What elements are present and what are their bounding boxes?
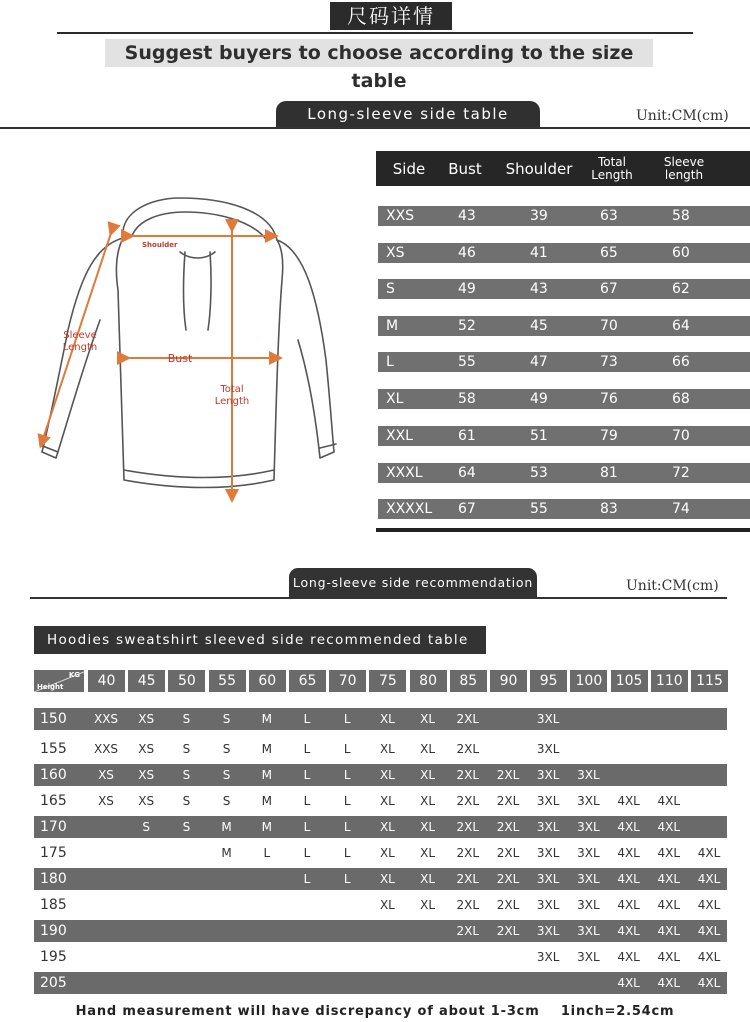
height-value: 175	[40, 845, 67, 861]
size-label: XXL	[386, 428, 413, 444]
size-recommendation-cell: 2XL	[456, 872, 480, 886]
size-recommendation-cell: S	[142, 820, 150, 834]
col-bust: Bust	[448, 159, 482, 178]
size-label: XS	[386, 245, 405, 261]
recommend-row	[34, 894, 727, 916]
size-recommendation-cell: XL	[379, 712, 395, 726]
height-value: 165	[40, 793, 67, 809]
size-unit-label: Unit:CM(cm)	[636, 108, 729, 124]
height-value: 185	[40, 897, 67, 913]
size-recommendation-cell: 4XL	[657, 976, 681, 990]
size-recommendation-cell: XL	[379, 872, 395, 886]
height-value: 180	[40, 871, 67, 887]
size-row	[378, 389, 750, 409]
size-recommendation-cell: M	[221, 820, 232, 834]
weight-header-cell: 70	[329, 670, 366, 692]
recommend-row	[34, 946, 727, 968]
size-recommendation-cell: L	[343, 768, 351, 782]
size-row	[378, 426, 750, 446]
size-label: L	[386, 354, 394, 370]
size-recommendation-cell: XXS	[93, 742, 119, 756]
size-recommendation-cell: 4XL	[617, 976, 640, 990]
size-recommendation-cell: L	[343, 742, 351, 756]
size-recommendation-cell: S	[222, 768, 231, 782]
size-recommendation-cell: 3XL	[536, 846, 560, 860]
weight-header-cell: 80	[410, 670, 447, 692]
kg-label: KG	[68, 671, 80, 679]
weight-header-cell: 65	[289, 670, 326, 692]
size-row	[378, 206, 750, 226]
recommend-row	[34, 708, 727, 730]
size-value: 73	[600, 354, 618, 370]
total-length-label: Total Length	[214, 384, 250, 407]
recommend-row	[34, 816, 727, 838]
size-value: 45	[530, 318, 548, 334]
size-value: 68	[672, 391, 690, 407]
weight-header-cell: 115	[691, 670, 728, 692]
size-value: 72	[672, 465, 690, 481]
height-value: 170	[40, 819, 67, 835]
size-recommendation-cell: L	[303, 712, 311, 726]
size-recommendation-cell: XL	[420, 712, 436, 726]
size-recommendation-cell: XL	[379, 794, 395, 808]
size-value: 49	[458, 281, 476, 297]
hoodie-diagram	[20, 190, 350, 510]
size-value: 39	[530, 208, 548, 224]
size-recommendation-cell: 2XL	[456, 794, 480, 808]
size-value: 46	[458, 245, 476, 261]
size-recommendation-cell: XL	[420, 768, 436, 782]
bust-label: Bust	[167, 352, 193, 365]
size-recommendation-cell: 4XL	[657, 872, 681, 886]
size-value: 66	[672, 354, 690, 370]
size-recommendation-cell: 4XL	[657, 950, 681, 964]
size-row	[378, 352, 750, 372]
size-recommendation-cell: 3XL	[577, 872, 600, 886]
size-recommendation-cell: 4XL	[657, 820, 681, 834]
chinese-title: 尺码详情	[330, 2, 452, 30]
size-recommendation-cell: L	[343, 846, 351, 860]
size-recommendation-cell: XL	[420, 742, 436, 756]
size-recommendation-cell: 4XL	[657, 924, 681, 938]
size-value: 65	[600, 245, 618, 261]
size-recommendation-cell: 3XL	[536, 898, 560, 912]
size-recommendation-cell: XL	[420, 872, 436, 886]
size-recommendation-cell: L	[303, 768, 311, 782]
recommend-row	[34, 738, 727, 760]
size-recommendation-cell: 3XL	[577, 898, 600, 912]
size-table-tab: Long-sleeve side table	[276, 101, 540, 128]
shoulder-label: Shoulder	[142, 241, 178, 249]
measurement-note: Hand measurement will have discrepancy of about 1-3cm 1inch=2.54cm	[75, 1004, 675, 1019]
size-value: 43	[530, 281, 548, 297]
size-recommendation-cell: M	[261, 768, 272, 782]
size-recommendation-cell: 2XL	[456, 898, 480, 912]
size-recommendation-cell: 4XL	[697, 976, 721, 990]
size-recommendation-cell: L	[303, 742, 311, 756]
size-recommendation-cell: L	[263, 846, 271, 860]
height-value: 190	[40, 923, 67, 939]
recommend-section-divider	[30, 597, 727, 599]
col-sleeve-length: Sleeve length	[663, 154, 705, 182]
size-recommendation-cell: 2XL	[496, 924, 520, 938]
size-recommendation-cell: 2XL	[496, 768, 520, 782]
banner-text: Suggest buyers to choose according to the size table	[105, 39, 653, 67]
size-recommendation-cell: 4XL	[617, 898, 640, 912]
size-label: XL	[386, 391, 404, 407]
size-recommendation-cell: L	[303, 794, 311, 808]
col-side: Side	[392, 159, 426, 178]
weight-header-cell: 95	[530, 670, 567, 692]
size-value: 55	[458, 354, 476, 370]
recommend-table-title: Hoodies sweatshirt sleeved side recommended table	[34, 626, 486, 654]
size-recommendation-cell: S	[182, 768, 191, 782]
size-recommendation-cell: XL	[420, 898, 436, 912]
size-recommendation-cell: 2XL	[456, 712, 480, 726]
size-recommendation-cell: 3XL	[536, 712, 560, 726]
size-recommendation-cell: XL	[420, 846, 436, 860]
size-recommendation-cell: XL	[379, 820, 395, 834]
weight-header-cell: 105	[611, 670, 648, 692]
size-row	[378, 499, 750, 519]
size-table-header	[376, 151, 750, 186]
size-value: 81	[600, 465, 618, 481]
size-recommendation-cell: XL	[379, 742, 395, 756]
recommend-row	[34, 972, 727, 994]
size-recommendation-cell: 3XL	[536, 768, 560, 782]
size-value: 60	[672, 245, 690, 261]
size-recommendation-cell: S	[182, 820, 191, 834]
size-label: S	[386, 281, 395, 297]
size-value: 52	[458, 318, 476, 334]
size-recommendation-cell: L	[303, 820, 311, 834]
size-row	[378, 243, 750, 263]
size-section-divider	[0, 127, 750, 129]
size-recommendation-cell: XL	[420, 820, 436, 834]
size-recommendation-cell: M	[221, 846, 232, 860]
size-recommendation-cell: 2XL	[456, 820, 480, 834]
size-recommendation-cell: 4XL	[617, 820, 640, 834]
size-recommendation-cell: 4XL	[657, 846, 681, 860]
size-recommendation-cell: S	[222, 742, 231, 756]
size-recommendation-cell: 4XL	[697, 924, 721, 938]
size-recommendation-cell: XL	[420, 794, 436, 808]
height-kg-corner-cell	[34, 670, 84, 692]
recommend-row	[34, 868, 727, 890]
size-recommendation-cell: 2XL	[456, 768, 480, 782]
size-recommendation-cell: 2XL	[496, 794, 520, 808]
size-recommendation-cell: XS	[138, 768, 155, 782]
size-recommendation-cell: XL	[379, 898, 395, 912]
size-recommendation-cell: L	[343, 794, 351, 808]
size-value: 53	[530, 465, 548, 481]
size-value: 70	[600, 318, 618, 334]
recommend-row	[34, 920, 727, 942]
size-recommendation-cell: XL	[379, 768, 395, 782]
size-recommendation-cell: M	[261, 794, 272, 808]
size-recommendation-cell: 4XL	[697, 872, 721, 886]
size-recommendation-cell: 4XL	[617, 846, 640, 860]
weight-header-cell: 50	[168, 670, 205, 692]
size-recommendation-cell: 2XL	[496, 872, 520, 886]
size-value: 41	[530, 245, 548, 261]
size-value: 64	[672, 318, 690, 334]
size-value: 51	[530, 428, 548, 444]
size-recommendation-cell: 3XL	[577, 950, 600, 964]
size-recommendation-cell: 3XL	[577, 820, 600, 834]
size-recommendation-cell: 3XL	[536, 794, 560, 808]
size-recommendation-cell: 3XL	[536, 872, 560, 886]
header-divider	[57, 32, 693, 34]
weight-header-cell: 75	[369, 670, 406, 692]
size-recommendation-cell: L	[343, 872, 351, 886]
size-recommendation-cell: L	[303, 872, 311, 886]
weight-header-cell: 45	[128, 670, 165, 692]
size-recommendation-cell: 2XL	[456, 924, 480, 938]
size-label: XXXL	[386, 465, 423, 481]
size-row	[378, 316, 750, 336]
recommend-row	[34, 764, 727, 786]
size-recommendation-cell: 4XL	[697, 898, 721, 912]
size-recommendation-cell: 4XL	[657, 794, 681, 808]
size-recommendation-cell: 3XL	[536, 924, 560, 938]
size-recommendation-cell: 4XL	[617, 924, 640, 938]
col-shoulder: Shoulder	[505, 159, 573, 178]
weight-header-cell: 100	[570, 670, 607, 692]
size-value: 55	[530, 501, 548, 517]
recommend-row	[34, 790, 727, 812]
size-recommendation-cell: XS	[138, 794, 155, 808]
size-value: 58	[672, 208, 690, 224]
size-recommendation-cell: 4XL	[657, 898, 681, 912]
size-recommendation-cell: M	[261, 712, 272, 726]
size-value: 70	[672, 428, 690, 444]
size-table-bottom-rule	[376, 528, 750, 532]
size-value: 79	[600, 428, 618, 444]
weight-header-cell: 55	[209, 670, 246, 692]
size-recommendation-cell: XL	[379, 846, 395, 860]
size-recommendation-cell: XS	[98, 768, 114, 782]
height-value: 195	[40, 949, 67, 965]
height-value: 150	[40, 711, 67, 727]
height-value: 155	[40, 741, 67, 757]
col-total-length: Total Length	[591, 154, 633, 182]
sleeve-length-label: Sleeve Length	[62, 330, 98, 353]
size-row	[378, 463, 750, 483]
weight-header-cell: 40	[88, 670, 125, 692]
size-recommendation-cell: 3XL	[577, 768, 600, 782]
size-label: XXS	[386, 208, 415, 224]
size-value: 74	[672, 501, 690, 517]
size-recommendation-cell: S	[182, 742, 191, 756]
size-value: 76	[600, 391, 618, 407]
size-label: M	[386, 318, 399, 334]
size-value: 83	[600, 501, 618, 517]
recommend-row	[34, 842, 727, 864]
size-recommendation-cell: 4XL	[617, 872, 640, 886]
size-value: 67	[600, 281, 618, 297]
size-recommendation-cell: S	[222, 794, 231, 808]
size-value: 63	[600, 208, 618, 224]
size-value: 47	[530, 354, 548, 370]
recommend-table-tab: Long-sleeve side recommendation table	[289, 568, 537, 597]
size-recommendation-cell: 2XL	[496, 846, 520, 860]
weight-header-cell: 85	[450, 670, 487, 692]
height-value: 160	[40, 767, 67, 783]
size-recommendation-cell: M	[261, 742, 272, 756]
size-value: 43	[458, 208, 476, 224]
height-value: 205	[40, 975, 67, 991]
size-value: 64	[458, 465, 476, 481]
size-recommendation-cell: 2XL	[496, 898, 520, 912]
size-recommendation-cell: 3XL	[536, 950, 560, 964]
size-recommendation-cell: 2XL	[456, 846, 480, 860]
size-recommendation-cell: L	[343, 820, 351, 834]
size-recommendation-cell: 4XL	[617, 950, 640, 964]
size-row	[378, 279, 750, 299]
size-recommendation-cell: XS	[98, 794, 114, 808]
size-recommendation-cell: S	[182, 794, 191, 808]
size-value: 62	[672, 281, 690, 297]
size-recommendation-cell: 3XL	[577, 794, 600, 808]
size-recommendation-cell: 3XL	[577, 846, 600, 860]
recommend-unit-label: Unit:CM(cm)	[626, 578, 719, 594]
size-recommendation-cell: 3XL	[536, 820, 560, 834]
size-recommendation-cell: M	[261, 820, 272, 834]
size-label: XXXXL	[386, 501, 433, 517]
size-value: 58	[458, 391, 476, 407]
size-recommendation-cell: XS	[138, 742, 155, 756]
size-recommendation-cell: XS	[138, 712, 155, 726]
size-recommendation-cell: 4XL	[617, 794, 640, 808]
size-recommendation-cell: L	[343, 712, 351, 726]
size-recommendation-cell: 4XL	[697, 950, 721, 964]
size-recommendation-cell: 2XL	[496, 820, 520, 834]
size-value: 49	[530, 391, 548, 407]
weight-header-cell: 60	[249, 670, 286, 692]
height-label: Height	[37, 683, 64, 691]
size-recommendation-cell: L	[303, 846, 311, 860]
size-recommendation-cell: 4XL	[697, 846, 721, 860]
size-recommendation-cell: 2XL	[456, 742, 480, 756]
size-recommendation-cell: 3XL	[536, 742, 560, 756]
size-recommendation-cell: S	[222, 712, 231, 726]
size-recommendation-cell: XXS	[93, 712, 119, 726]
size-value: 61	[458, 428, 476, 444]
weight-header-cell: 90	[490, 670, 527, 692]
size-recommendation-cell: S	[182, 712, 191, 726]
weight-header-cell: 110	[651, 670, 688, 692]
size-value: 67	[458, 501, 476, 517]
size-recommendation-cell: 3XL	[577, 924, 600, 938]
